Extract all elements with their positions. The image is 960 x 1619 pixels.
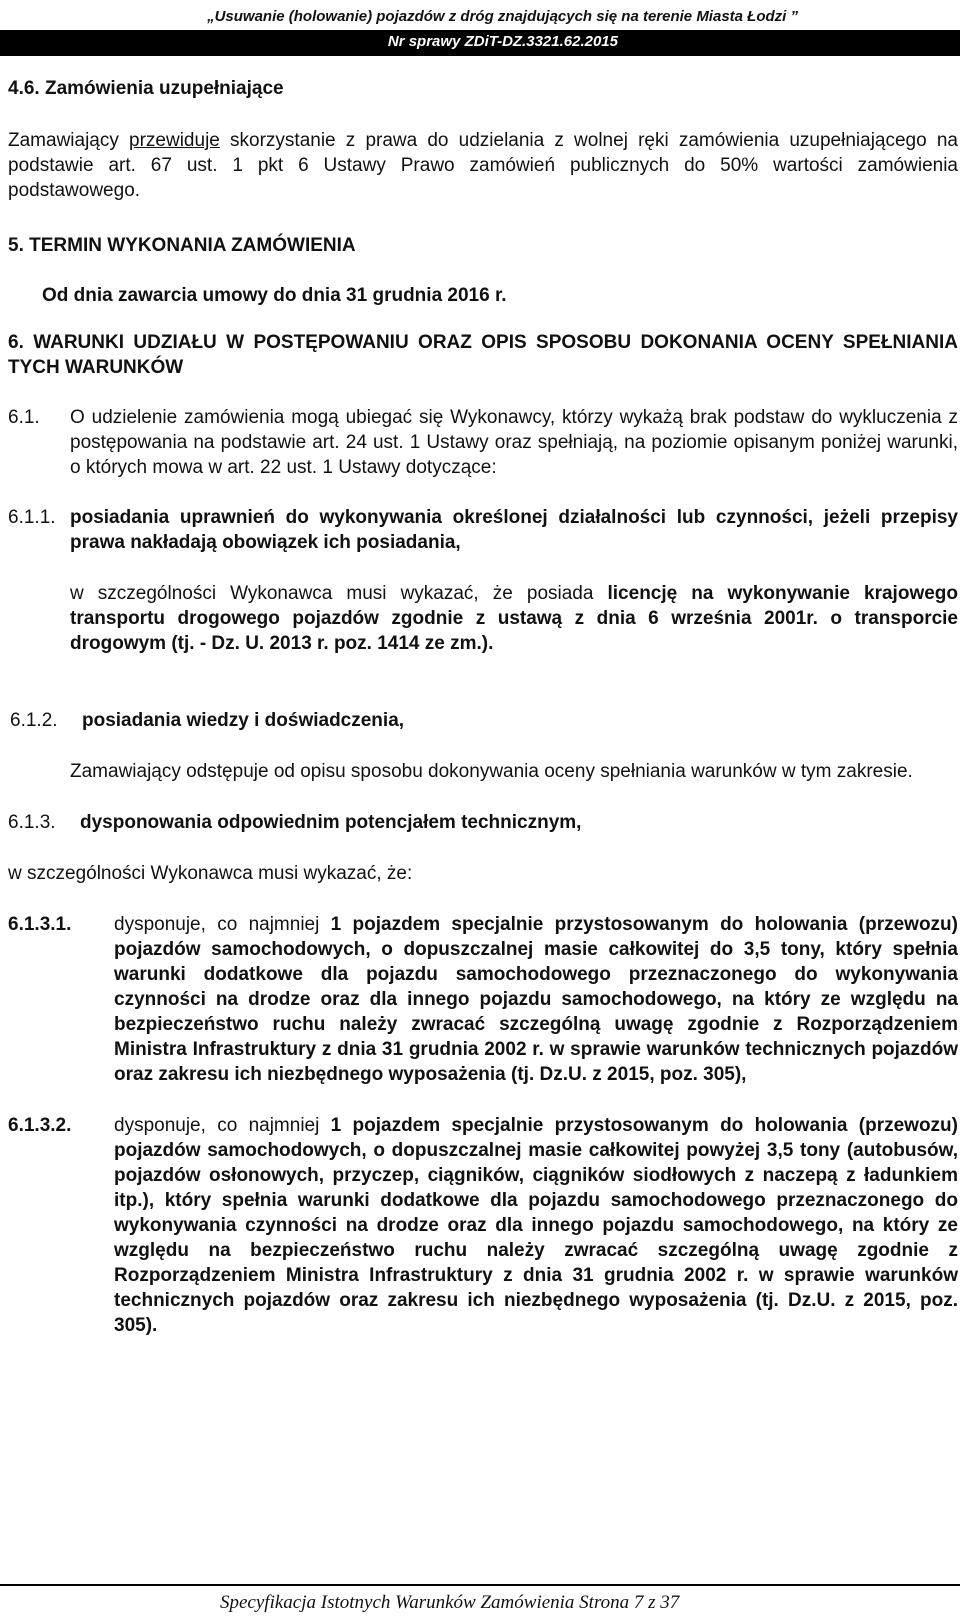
item-text: O udzielenie zamówienia mogą ubiegać się Wykonawcy, którzy wykażą brak podstaw do wykluczenia z postępowania na podstawie art. 24 ust. 1 Ustawy oraz spełniają, na poziomie opisanym poniżej warunki, o których mowa w art. 22 ust. 1 Ustawy dotyczące: <box>70 407 958 478</box>
item-6-1-3-2 <box>8 1113 958 1338</box>
item-6-1-2-body: Zamawiający odstępuje od opisu sposobu dokonywania oceny spełniania warunków w tym zakresie. <box>70 761 913 782</box>
section-4-6-heading: 4.6. Zamówienia uzupełniające <box>8 78 284 99</box>
item-number: 6.1. <box>8 407 40 428</box>
item-title: posiadania wiedzy i doświadczenia, <box>82 710 405 731</box>
header-title: „Usuwanie (holowanie) pojazdów z dróg znajdujących się na terenie Miasta Łodzi ” <box>207 8 798 25</box>
item-6-1-2 <box>8 708 958 733</box>
section-5-text: Od dnia zawarcia umowy do dnia 31 grudnia 2016 r. <box>42 285 507 306</box>
item-6-1-1-body: w szczególności Wykonawca musi wykazać, że posiada licencję na wykonywanie krajowego transportu drogowego pojazdów zgodnie z ustawą z dnia 6 września 2001r. o transporcie drogowym (tj. - Dz. U. 2013 r. poz. 1414 ze zm.). <box>70 583 958 654</box>
item-6-1-3-1 <box>8 912 958 1087</box>
item-text: dysponuje, co najmniej 1 pojazdem specjalnie przystosowanym do holowania (przewozu) pojazdów samochodowych, o dopuszczalnej masie całkowitej do 3,5 tony, który spełnia warunki dodatkowe dla pojazdu samochodowego przeznaczonego do wykonywania czynności na drodze oraz dla innego pojazdu samochodowego, na który ze względu na bezpieczeństwo ruchu należy zwracać szczególną uwagę zgodnie z Rozporządzeniem Ministra Infrastruktury z dnia 31 grudnia 2002 r. w sprawie warunków technicznych pojazdów oraz zakresu ich niezbędnego wyposażenia (tj. Dz.U. z 2015, poz. 305), <box>114 914 958 1085</box>
item-number: 6.1.1. <box>8 507 56 528</box>
item-title: dysponowania odpowiednim potencjałem technicznym, <box>80 812 582 833</box>
page-header <box>0 0 960 56</box>
item-number: 6.1.3.2. <box>8 1115 72 1136</box>
footer-text: Specyfikacja Istotnych Warunków Zamówienia Strona 7 z 37 <box>220 1592 680 1613</box>
item-title: posiadania uprawnień do wykonywania określonej działalności lub czynności, jeżeli przepisy prawa nakładają obowiązek ich posiadania, <box>70 507 958 553</box>
item-6-1-3-intro: w szczególności Wykonawca musi wykazać, że: <box>8 863 413 884</box>
section-4-6-paragraph: Zamawiający przewiduje skorzystanie z prawa do udzielania z wolnej ręki zamówienia uzupełniającego na podstawie art. 67 ust. 1 pkt 6 Ustawy Prawo zamówień publicznych do 50% wartości zamówienia podstawowego. <box>8 130 958 201</box>
document-body <box>8 76 958 1338</box>
item-text: dysponuje, co najmniej 1 pojazdem specjalnie przystosowanym do holowania (przewozu) pojazdów samochodowych, o dopuszczalnej masie całkowitej powyżej 3,5 tony (autobusów, pojazdów osłonowych, przyczep, ciągników, ciągników siodłowych z naczepą z ładunkiem itp.), który spełnia warunki dodatkowe dla pojazdu samochodowego przeznaczonego do wykonywania czynności na drodze oraz dla innego pojazdu samochodowego, na który ze względu na bezpieczeństwo ruchu należy zwracać szczególną uwagę zgodnie z Rozporządzeniem Ministra Infrastruktury z dnia 31 grudnia 2002 r. w sprawie warunków technicznych pojazdów oraz zakresu ich niezbędnego wyposażenia (tj. Dz.U. z 2015, poz. 305). <box>114 1115 958 1336</box>
item-number: 6.1.3.1. <box>8 914 72 935</box>
item-6-1-1 <box>8 505 958 555</box>
header-case-number: Nr sprawy ZDiT-DZ.3321.62.2015 <box>387 33 618 50</box>
underlined-term: przewiduje <box>129 130 220 151</box>
item-6-1-3 <box>8 810 958 835</box>
item-6-1 <box>8 405 958 480</box>
item-number: 6.1.2. <box>10 710 58 731</box>
section-6-heading: 6. WARUNKI UDZIAŁU W POSTĘPOWANIU ORAZ OPIS SPOSOBU DOKONANIA OCENY SPEŁNIANIA TYCH WARUNKÓW <box>8 332 958 378</box>
item-number: 6.1.3. <box>8 812 56 833</box>
section-5-heading: 5. TERMIN WYKONANIA ZAMÓWIENIA <box>8 235 356 256</box>
page-footer <box>0 1584 960 1619</box>
